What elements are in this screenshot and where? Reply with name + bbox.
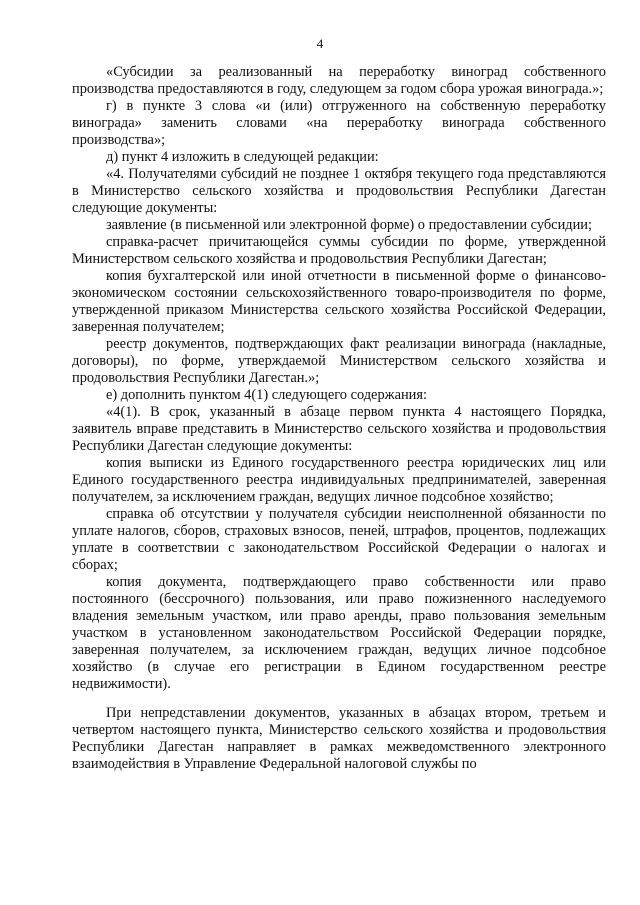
paragraph-subsidy-timing: «Субсидии за реализованный на переработку виноград собственного производства предоставляются в году, следующем за годом сбора урожая винограда.»;: [72, 64, 606, 97]
paragraph-clause-4-1: «4(1). В срок, указанный в абзаце первом пункта 4 настоящего Порядка, заявитель вправе представить в Министерство сельского хозяйства и продовольствия Республики Дагестан следующие документы:: [72, 404, 606, 454]
document-body: [72, 64, 606, 773]
paragraph-item-e: е) дополнить пунктом 4(1) следующего содержания:: [106, 387, 427, 403]
paragraph-application: заявление (в письменной или электронной форме) о предоставлении субсидии;: [106, 217, 592, 233]
paragraph-calculation: справка-расчет причитающейся суммы субсидии по форме, утвержденной Министерством сельского хозяйства и продовольствия Республики Дагестан;: [72, 234, 606, 267]
paragraph-item-g: г) в пункте 3 слова «и (или) отгруженного на собственную переработку винограда» заменить словами «на переработку винограда собственного производства»;: [72, 98, 606, 148]
paragraph-tax-certificate: справка об отсутствии у получателя субсидии неисполненной обязанности по уплате налогов, сборов, страховых взносов, пеней, штрафов, процентов, подлежащих уплате в соответствии с законодательством Российской Федерации о налогах и сборах;: [72, 506, 606, 573]
paragraph-clause-4: «4. Получателями субсидий не позднее 1 октября текущего года представляются в Министерство сельского хозяйства и продовольствия Республики Дагестан следующие документы:: [72, 166, 606, 216]
paragraph-accounting-copy: копия бухгалтерской или иной отчетности в письменной форме о финансово-экономическом состоянии сельскохозяйственного товаро-производителя по форме, утвержденной приказом Министерства сельского хозяйства Российской Федерации, заверенная получателем;: [72, 268, 606, 335]
paragraph-land-rights: копия документа, подтверждающего право собственности или право постоянного (бессрочного) пользования, или право пожизненного наследуемого владения земельным участком, или право аренды, право пользования земельным участком в установленном законодательством Российской Федерации порядке, заверенная получателем, за исключением граждан, ведущих личное подсобное хозяйство (в случае его регистрации в Едином государственном реестре недвижимости).: [72, 574, 606, 692]
paragraph-register-extract: копия выписки из Единого государственного реестра юридических лиц или Единого государственного реестра индивидуальных предпринимателей, заверенная получателем, за исключением граждан, ведущих личное подсобное хозяйство;: [72, 455, 606, 505]
paragraph-registry: реестр документов, подтверждающих факт реализации винограда (накладные, договоры), по форме, утверждаемой Министерством сельского хозяйства и продовольствия Республики Дагестан.»;: [72, 336, 606, 386]
page-number: 4: [316, 36, 324, 51]
paragraph-item-d: д) пункт 4 изложить в следующей редакции:: [106, 149, 379, 165]
paragraph-non-submission: При непредставлении документов, указанных в абзацах втором, третьем и четвертом настоящего пункта, Министерство сельского хозяйства и продовольствия Республики Дагестан направляет в рамках межведомственного электронного взаимодействия в Управление Федеральной налоговой службы по: [72, 705, 606, 772]
